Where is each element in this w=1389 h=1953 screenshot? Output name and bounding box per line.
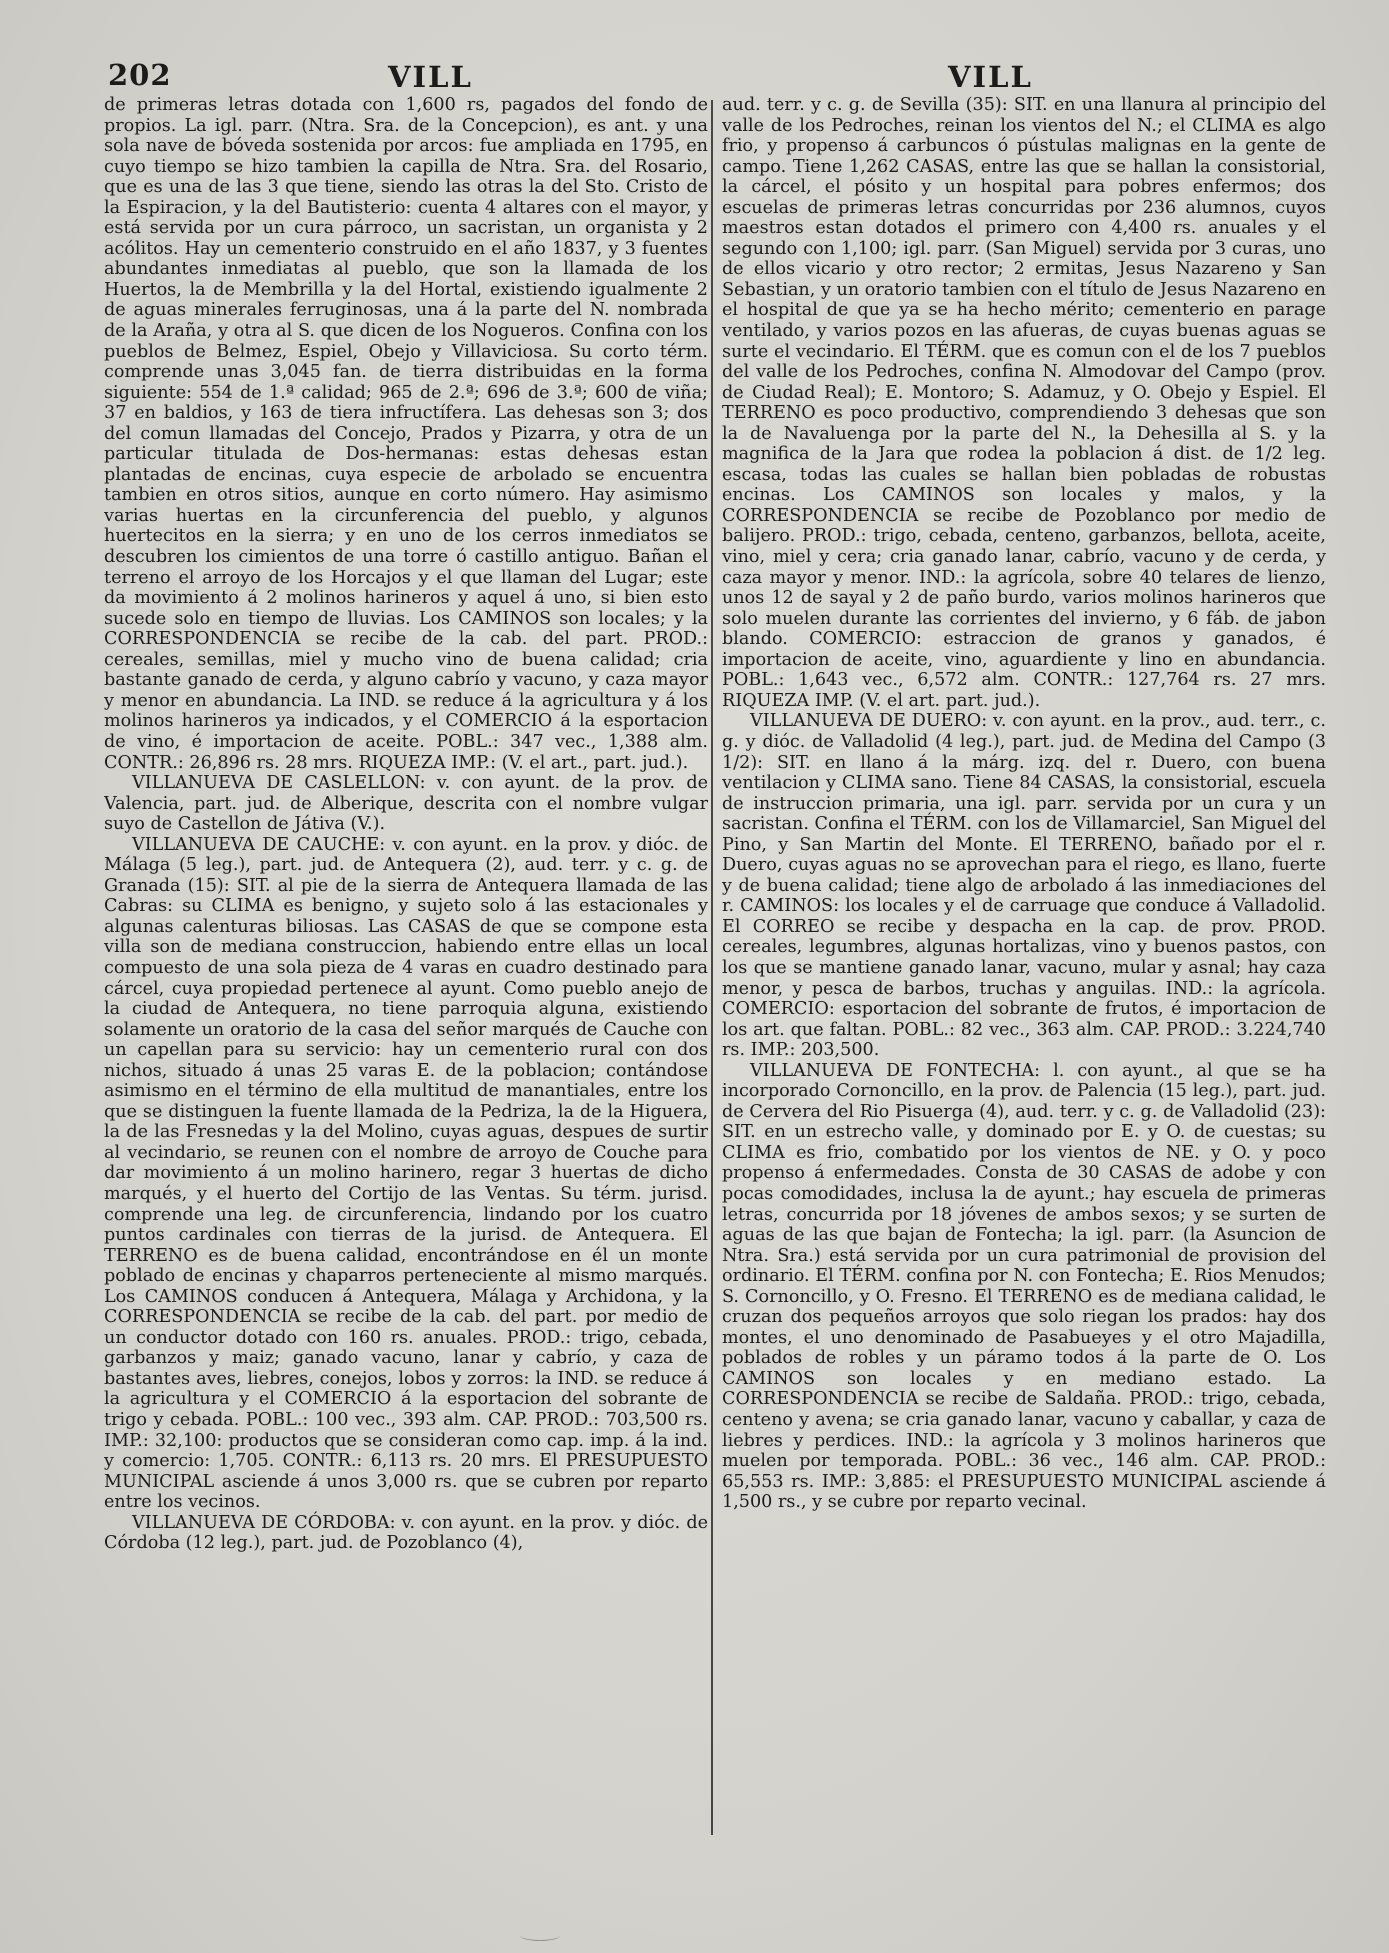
entry-villanueva-de-caslellon: VILLANUEVA DE CASLELLON: v. con ayunt. de la prov. de Valencia, part. jud. de Alberique, descrita con el nombre vulgar suyo de Castellon de Játiva (V.). bbox=[104, 773, 708, 835]
continuation-paragraph: de primeras letras dotada con 1,600 rs, pagados del fondo de propios. La igl. parr. (Ntra. Sra. de la Concepcion), es ant. y una sola nave de bóveda sostenida por arcos: fue ampliada en 1795, en cuyo tiempo se hizo tambien la capilla de Ntra. Sra. del Rosario, que es una de las 3 que tiene, siendo las otras la del Sto. Cristo de la Espiracion, y la del Bautisterio: cuenta 4 altares con el mayor, y está servida por un cura párroco, un sacristan, un organista y 2 acólitos. Hay un cementerio construido en el año 1837, y 3 fuentes abundantes inmediatas al pueblo, que son la llamada de los Huertos, la de Membrilla y la del Hortal, existiendo igualmente 2 de aguas minerales ferruginosas, una á la parte del N. nombrada de la Araña, y otra al S. que dicen de los Nogueros. Confina con los pueblos de Belmez, Espiel, Obejo y Villaviciosa. Su corto térm. comprende unas 3,045 fan. de tierra distribuidas en la forma siguiente: 554 de 1.ª calidad; 965 de 2.ª; 696 de 3.ª; 600 de viña; 37 en baldios, y 163 de tiera infructífera. Las dehesas son 3; dos del comun llamadas del Concejo, Prados y Pizarra, y otra de un particular titulada de Dos-hermanas: estas dehesas estan plantadas de encinas, cuya especie de arbolado se encuentra tambien en otros sitios, aunque en corto número. Hay asimismo varias huertas en la circunferencia del pueblo, y algunos huertecitos en la sierra; y en uno de los cerros inmediatos se descubren los cimientos de una torre ó castillo antiguo. Bañan el terreno el arroyo de los Horcajos y el que llaman del Lugar; este da movimiento á 2 molinos harineros y aquel á uno, si bien esto sucede solo en tiempo de lluvias. Los CAMINOS son locales; y la CORRESPONDENCIA se recibe de la cab. del part. PROD.: cereales, semillas, miel y mucho vino de buena calidad; cria bastante ganado de cerda, y alguno cabrío y vacuno, y caza mayor y menor en abundancia. La IND. se reduce á la agricultura y á los molinos harineros ya indicados, y el COMERCIO á la esportacion de vino, é importacion de aceite. POBL.: 347 vec., 1,388 alm. CONTR.: 26,896 rs. 28 mrs. RIQUEZA IMP.: (V. el art., part. jud.). bbox=[104, 95, 708, 773]
right-column bbox=[722, 95, 1326, 1830]
left-column bbox=[104, 95, 708, 1830]
page-number: 202 bbox=[108, 58, 172, 92]
paper-mark bbox=[520, 1930, 560, 1941]
entry-villanueva-de-cordoba: VILLANUEVA DE CÓRDOBA: v. con ayunt. en la prov. y dióc. de Córdoba (12 leg.), part. jud. de Pozoblanco (4), bbox=[104, 1512, 708, 1554]
entry-villanueva-de-fontecha: VILLANUEVA DE FONTECHA: l. con ayunt., al que se ha incorporado Cornoncillo, en la prov. de Palencia (15 leg.), part. jud. de Cervera del Rio Pisuerga (4), aud. terr. y c. g. de Valladolid (23): SIT. en un estrecho valle, y dominado por E. y O. de cuestas; su CLIMA es frio, combatido por los vientos de NE. y O. y poco propenso á enfermedades. Consta de 30 CASAS de adobe y con pocas comodidades, inclusa la de ayunt.; hay escuela de primeras letras, concurrida por 18 jóvenes de ambos sexos; y se surten de aguas de las que bajan de Fontecha; la igl. parr. (la Asuncion de Ntra. Sra.) está servida por un cura patrimonial de provision del ordinario. El TÉRM. confina por N. con Fontecha; E. Rios Menudos; S. Cornoncillo, y O. Fresno. El TERRENO es de mediana calidad, le cruzan dos pequeños arroyos que solo riegan los prados: hay dos montes, el uno denominado de Pasabueyes y el otro Majadilla, poblados de robles y un páramo todos á la parte de O. Los CAMINOS son locales y en mediano estado. La CORRESPONDENCIA se recibe de Saldaña. PROD.: trigo, cebada, centeno y avena; se cria ganado lanar, vacuno y caballar, y caza de liebres y perdices. IND.: la agrícola y 3 molinos harineros que muelen por temporada. POBL.: 36 vec., 146 alm. CAP. PROD.: 65,553 rs. IMP.: 3,885: el PRESUPUESTO MUNICIPAL asciende á 1,500 rs., y se cubre por reparto vecinal. bbox=[722, 1060, 1326, 1513]
continuation-cordoba: aud. terr. y c. g. de Sevilla (35): SIT. en una llanura al principio del valle de los Pedroches, reinan los vientos del N.; el CLIMA es algo frio, y propenso á carbuncos ó pústulas malignas en la gente de campo. Tiene 1,262 CASAS, entre las que se hallan la consistorial, la cárcel, el pósito y un hospital para pobres enfermos; dos escuelas de primeras letras concurridas por 236 alumnos, cuyos maestros estan dotados el primero con 4,400 rs. anuales y el segundo con 1,100; igl. parr. (San Miguel) servida por 3 curas, uno de ellos vicario y otro rector; 2 ermitas, Jesus Nazareno y San Sebastian, y un oratorio tambien con el título de Jesus Nazareno en el hospital de que ya se ha hecho mérito; cementerio en parage ventilado, y varios pozos en las afueras, de cuyas buenas aguas se surte el vecindario. El TÉRM. que es comun con el de los 7 pueblos del valle de los Pedroches, confina N. Almodovar del Campo (prov. de Ciudad Real); E. Montoro; S. Adamuz, y O. Obejo y Espiel. El TERRENO es poco productivo, comprendiendo 3 dehesas que son la de Navaluenga por la parte del N., la Dehesilla al S. y la magnifica de la Jara que rodea la poblacion á dist. de 1/2 leg. escasa, todas las cuales se hallan bien pobladas de robustas encinas. Los CAMINOS son locales y malos, y la CORRESPONDENCIA se recibe de Pozoblanco por medio de balijero. PROD.: trigo, cebada, centeno, garbanzos, bellota, aceite, vino, miel y cera; cria ganado lanar, cabrío, vacuno y de cerda, y caza mayor y menor. IND.: la agrícola, sobre 40 telares de lienzo, unos 12 de sayal y 2 de paño burdo, varios molinos harineros que solo muelen durante las corrientes del invierno, y 6 fáb. de jabon blando. COMERCIO: estraccion de granos y ganados, é importacion de aceite, vino, aguardiente y lino en abundancia. POBL.: 1,643 vec., 6,572 alm. CONTR.: 127,764 rs. 27 mrs. RIQUEZA IMP. (V. el art. part. jud.). bbox=[722, 95, 1326, 711]
entry-villanueva-de-duero: VILLANUEVA DE DUERO: v. con ayunt. en la prov., aud. terr., c. g. y dióc. de Valladolid (4 leg.), part. jud. de Medina del Campo (3 1/2): SIT. en llano á la márg. izq. del r. Duero, con buena ventilacion y CLIMA sano. Tiene 84 CASAS, la consistorial, escuela de instruccion primaria, una igl. parr. servida por un cura y un sacristan. Confina el TÉRM. con los de Villamarciel, San Miguel del Pino, y San Martin del Monte. El TERRENO, bañado por el r. Duero, cuyas aguas no se aprovechan para el riego, es llano, fuerte y de buena calidad; tiene algo de arbolado á las inmediaciones del r. CAMINOS: los locales y el de carruage que conduce á Valladolid. El CORREO se recibe y despacha en la cap. de prov. PROD. cereales, legumbres, algunas hortalizas, vino y buenos pastos, con los que se mantiene ganado lanar, vacuno, mular y asnal; hay caza menor, y pesca de barbos, truchas y anguilas. IND.: la agrícola. COMERCIO: esportacion del sobrante de frutos, é importacion de los art. que faltan. POBL.: 82 vec., 363 alm. CAP. PROD.: 3.224,740 rs. IMP.: 203,500. bbox=[722, 711, 1326, 1061]
running-head-right: VILL bbox=[948, 60, 1033, 94]
entry-villanueva-de-cauche: VILLANUEVA DE CAUCHE: v. con ayunt. en la prov. y dióc. de Málaga (5 leg.), part. jud. de Antequera (2), aud. terr. y c. g. de Granada (15): SIT. al pie de la sierra de Antequera llamada de las Cabras: su CLIMA es benigno, y sujeto solo á las estacionales y algunas calenturas biliosas. Las CASAS de que se compone esta villa son de mediana construccion, habiendo entre ellas un local compuesto de una sola pieza de 4 varas en cuadro destinado para cárcel, cuya propiedad pertenece al ayunt. Como pueblo anejo de la ciudad de Antequera, no tiene parroquia alguna, existiendo solamente un oratorio de la casa del señor marqués de Cauche con un capellan para su servicio: hay un cementerio rural con dos nichos, situado á unas 25 varas E. de la poblacion; contándose asimismo en el término de ella multitud de manantiales, entre los que se distinguen la fuente llamada de la Pedriza, la de la Higuera, la de las Fresnedas y la del Molino, cuyas aguas, despues de surtir al vecindario, se reunen con el nombre de arroyo de Couche para dar movimiento á un molino harinero, regar 3 huertas de dicho marqués, y el huerto del Cortijo de las Ventas. Su térm. jurisd. comprende una leg. de circunferencia, lindando por los cuatro puntos cardinales con tierras de la jurisd. de Antequera. El TERRENO es de buena calidad, encontrándose en él un monte poblado de encinas y chaparros perteneciente al mismo marqués. Los CAMINOS conducen á Antequera, Málaga y Archidona, y la CORRESPONDENCIA se recibe de la cab. del part. por medio de un conductor dotado con 160 rs. anuales. PROD.: trigo, cebada, garbanzos y maiz; ganado vacuno, lanar y cabrío, y caza de bastantes aves, liebres, conejos, lobos y zorros: la IND. se reduce á la agricultura y el COMERCIO á la esportacion del sobrante de trigo y cebada. POBL.: 100 vec., 393 alm. CAP. PROD.: 703,500 rs. IMP.: 32,100: productos que se consideran como cap. imp. á la ind. y comercio: 1,705. CONTR.: 6,113 rs. 20 mrs. El PRESUPUESTO MUNICIPAL asciende á unos 3,000 rs. que se cubren por reparto entre los vecinos. bbox=[104, 834, 708, 1513]
running-head-left: VILL bbox=[388, 60, 473, 94]
column-divider bbox=[711, 100, 713, 1835]
